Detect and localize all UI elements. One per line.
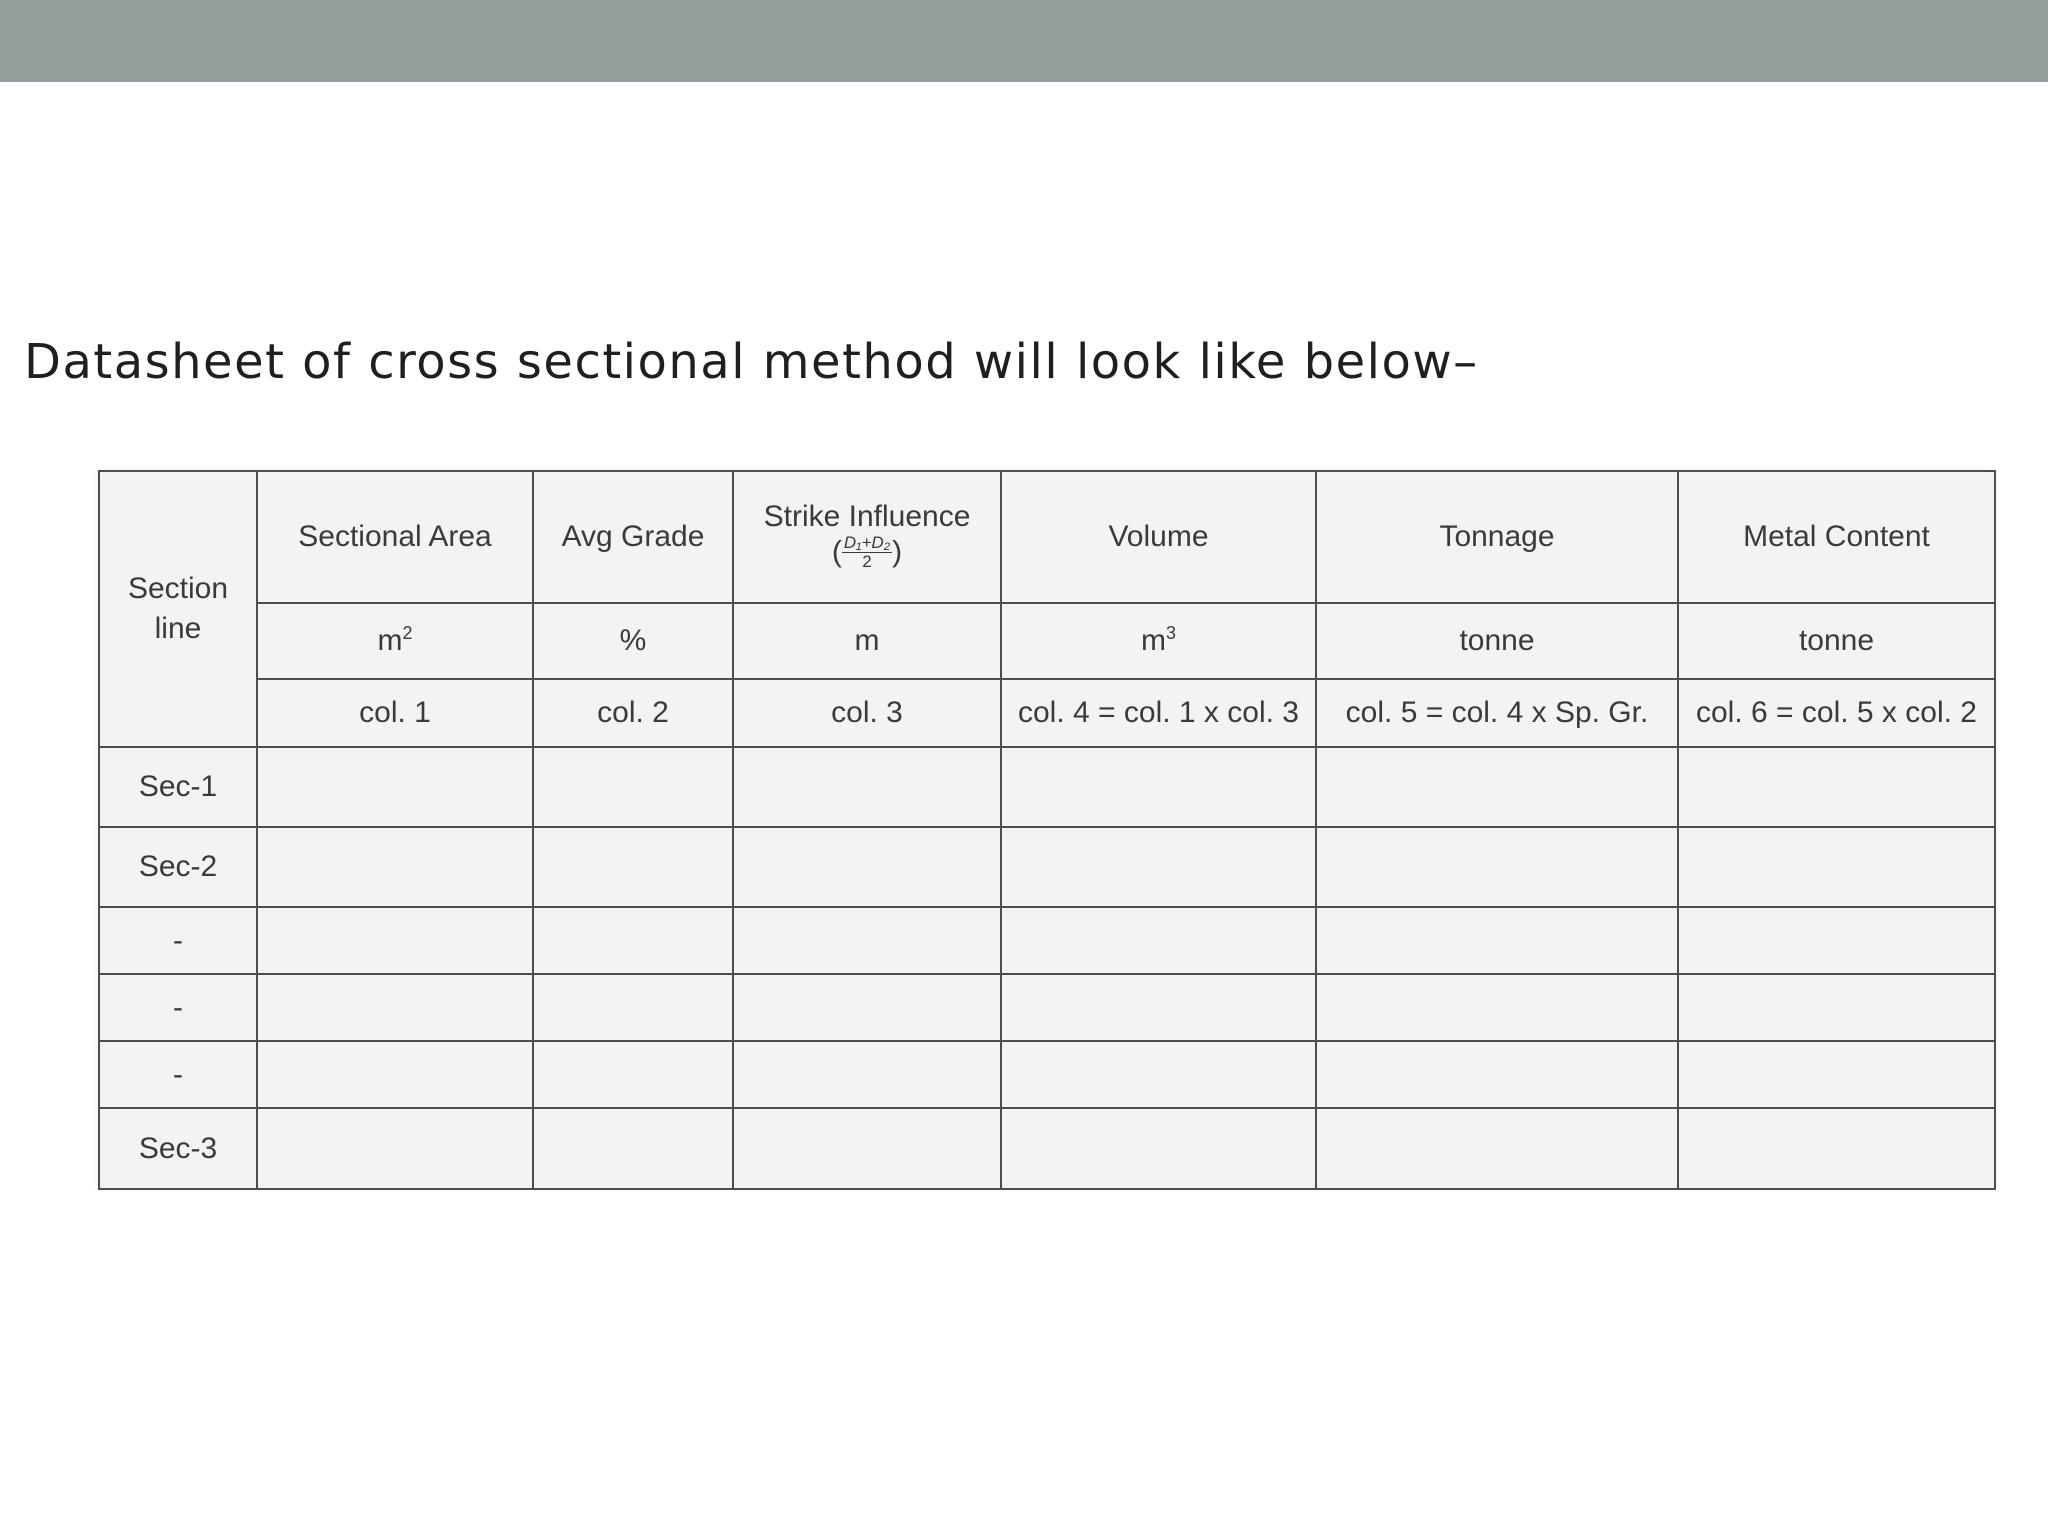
table-cell (1316, 827, 1678, 907)
table-cell (533, 1041, 733, 1108)
table-row (99, 747, 1995, 827)
table-cell (257, 1108, 533, 1189)
col-ref-avg-grade: col. 2 (533, 679, 733, 747)
formula-close-paren: ) (892, 535, 903, 568)
unit-metal-content (1678, 603, 1995, 679)
header-strike-influence (733, 471, 1001, 603)
table-cell (1001, 907, 1316, 974)
top-bar (0, 0, 2048, 82)
header-avg-grade: Avg Grade (533, 471, 733, 603)
table-cell (1316, 747, 1678, 827)
unit-base: tonne (1798, 624, 1875, 657)
table-cell (533, 1108, 733, 1189)
col-ref-strike-influence: col. 3 (733, 679, 1001, 747)
table-cell (733, 1041, 1001, 1108)
table-cell (1001, 974, 1316, 1041)
unit-sup: 2 (402, 623, 413, 643)
header-section-line (99, 471, 257, 747)
table-cell (733, 827, 1001, 907)
header-volume: Volume (1001, 471, 1316, 603)
unit-sectional-area (257, 603, 533, 679)
table-row (99, 974, 1995, 1041)
table-cell (1001, 747, 1316, 827)
table-cell (1678, 1108, 1995, 1189)
unit-volume (1001, 603, 1316, 679)
col-ref-sectional-area: col. 1 (257, 679, 533, 747)
table-cell (1001, 1108, 1316, 1189)
table-cell (257, 747, 533, 827)
col-ref-volume: col. 4 = col. 1 x col. 3 (1001, 679, 1316, 747)
table-cell (1001, 827, 1316, 907)
table-cell (1678, 747, 1995, 827)
datasheet-table-image (98, 470, 1994, 1188)
datasheet-table (98, 470, 1996, 1190)
strike-influence-formula (734, 534, 1000, 571)
table-cell (1678, 907, 1995, 974)
unit-base: % (619, 624, 647, 657)
unit-base: tonne (1459, 624, 1535, 657)
slide-heading: Datasheet of cross sectional method will look like below– (24, 334, 1479, 390)
table-cell (1678, 1041, 1995, 1108)
unit-base: m (377, 624, 403, 657)
table-row (99, 1108, 1995, 1189)
header-tonnage: Tonnage (1316, 471, 1678, 603)
table-row (99, 1041, 1995, 1108)
table-cell (1316, 974, 1678, 1041)
row-label: Sec-3 (99, 1108, 257, 1189)
table-cell (1001, 1041, 1316, 1108)
unit-tonnage (1316, 603, 1678, 679)
table-cell (733, 907, 1001, 974)
unit-sup: 3 (1165, 623, 1176, 643)
formula-denominator: 2 (862, 551, 872, 571)
table-cell (257, 974, 533, 1041)
table-cell (257, 907, 533, 974)
row-label: - (99, 974, 257, 1041)
row-label: - (99, 907, 257, 974)
col-ref-metal-content: col. 6 = col. 5 x col. 2 (1678, 679, 1995, 747)
row-label: - (99, 1041, 257, 1108)
table-cell (1316, 907, 1678, 974)
table-row (99, 907, 1995, 974)
unit-strike-influence (733, 603, 1001, 679)
table-cell (533, 907, 733, 974)
table-cell (257, 1041, 533, 1108)
table-cell (1678, 827, 1995, 907)
table-cell (733, 1108, 1001, 1189)
row-label: Sec-2 (99, 827, 257, 907)
unit-avg-grade (533, 603, 733, 679)
table-cell (1316, 1108, 1678, 1189)
unit-base: m (1140, 624, 1166, 657)
formula-open-paren: ( (831, 535, 842, 568)
table-cell (1678, 974, 1995, 1041)
unit-base: m (854, 624, 880, 657)
header-section-line-text-2: line (154, 612, 202, 645)
table-cell (533, 827, 733, 907)
table-cell (257, 827, 533, 907)
table-cell (733, 747, 1001, 827)
table-cell (1316, 1041, 1678, 1108)
row-label: Sec-1 (99, 747, 257, 827)
formula-fraction (842, 534, 892, 571)
formula-numerator: D₁+D₂ (843, 532, 891, 552)
header-section-line-text-1: Section (127, 572, 229, 605)
header-metal-content: Metal Content (1678, 471, 1995, 603)
table-row (99, 827, 1995, 907)
col-ref-tonnage: col. 5 = col. 4 x Sp. Gr. (1316, 679, 1678, 747)
table-cell (533, 974, 733, 1041)
table-cell (733, 974, 1001, 1041)
table-cell (533, 747, 733, 827)
header-sectional-area: Sectional Area (257, 471, 533, 603)
strike-influence-title: Strike Influence (763, 499, 971, 533)
